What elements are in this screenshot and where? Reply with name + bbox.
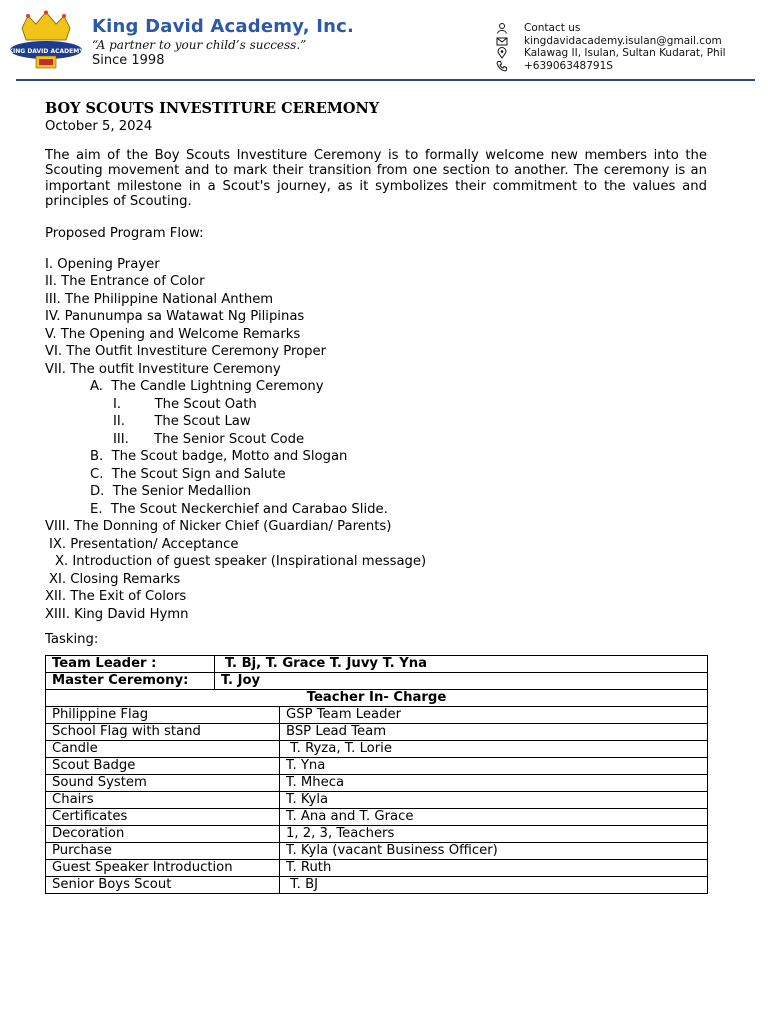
table-row — [46, 809, 708, 826]
intro-paragraph: The aim of the Boy Scouts Investiture Ceremony is to formally welcome new members into the Scouting movement and to mark their transition from one section to another. The ceremony is an important milestone in a Scout's journey, as it symbolizes their commitment to the values and principles of Scouting. — [45, 148, 707, 209]
task-teacher: T. Ryza, T. Lorie — [280, 741, 708, 758]
since-year: Since 1998 — [92, 53, 165, 68]
school-logo — [8, 10, 84, 74]
list-item: IV. Panunumpa sa Watawat Ng Pilipinas — [45, 309, 305, 325]
contact-row — [496, 60, 726, 73]
task-teacher: GSP Team Leader — [280, 707, 708, 724]
contact-row — [496, 35, 726, 48]
org-name: King David Academy, Inc. — [92, 16, 355, 37]
table-row — [46, 792, 708, 809]
table-row — [46, 707, 708, 724]
contact-block — [496, 22, 726, 72]
list-item: I. The Scout Oath — [113, 396, 257, 412]
list-item: VII. The outfit Investiture Ceremony — [45, 361, 281, 377]
contact-address: Kalawag II, Isulan, Sultan Kudarat, Phil — [524, 47, 726, 59]
list-item: B. The Scout badge, Motto and Slogan — [90, 449, 348, 465]
task-teacher: T. Ana and T. Grace — [280, 809, 708, 826]
task-teacher: T. BJ — [280, 877, 708, 894]
task-teacher: T. Kyla (vacant Business Officer) — [280, 843, 708, 860]
list-item: D. The Senior Medallion — [90, 484, 251, 500]
list-item: III. The Senior Scout Code — [113, 431, 305, 447]
task-teacher: T. Yna — [280, 758, 708, 775]
list-item: XIII. King David Hymn — [45, 606, 189, 622]
table-row — [46, 758, 708, 775]
header-divider — [16, 79, 755, 81]
document-body — [45, 100, 707, 646]
table-row — [46, 860, 708, 877]
table-row — [46, 826, 708, 843]
master-ceremony-label: Master Ceremony: — [46, 673, 215, 690]
task-item: Decoration — [46, 826, 280, 843]
table-row — [46, 877, 708, 894]
task-item: Scout Badge — [46, 758, 280, 775]
mail-icon — [496, 35, 514, 47]
list-item: IX. Presentation/ Acceptance — [49, 536, 239, 552]
tasking-heading: Tasking: — [45, 632, 99, 648]
task-item: Sound System — [46, 775, 280, 792]
contact-label: Contact us — [524, 22, 581, 34]
task-item: Chairs — [46, 792, 280, 809]
person-icon — [496, 22, 514, 34]
task-item: Candle — [46, 741, 280, 758]
list-item: II. The Scout Law — [113, 414, 251, 430]
task-teacher: T. Kyla — [280, 792, 708, 809]
master-ceremony-value: T. Joy — [215, 673, 708, 690]
table-row — [46, 775, 708, 792]
contact-phone: +63906348791S — [524, 59, 613, 72]
list-item: XII. The Exit of Colors — [45, 589, 187, 605]
list-item: III. The Philippine National Anthem — [45, 291, 274, 307]
contact-email[interactable]: kingdavidacademy.isulan@gmail.com — [524, 34, 722, 47]
list-item: C. The Scout Sign and Salute — [90, 466, 286, 482]
flow-heading: Proposed Program Flow: — [45, 226, 204, 242]
tasking-table — [45, 655, 708, 894]
phone-icon — [496, 60, 514, 72]
task-teacher: T. Mheca — [280, 775, 708, 792]
letterhead — [0, 0, 768, 82]
program-flow-list — [45, 256, 707, 624]
table-row — [46, 690, 708, 707]
task-item: Purchase — [46, 843, 280, 860]
list-item: II. The Entrance of Color — [45, 274, 205, 290]
task-item: Senior Boys Scout — [46, 877, 280, 894]
task-teacher: BSP Lead Team — [280, 724, 708, 741]
logo-text: KING DAVID ACADEMY — [8, 48, 84, 55]
table-row — [46, 673, 708, 690]
list-item: VIII. The Donning of Nicker Chief (Guardian/ Parents) — [45, 519, 392, 535]
team-leader-label: Team Leader : — [46, 656, 215, 673]
list-item: VI. The Outfit Investiture Ceremony Proper — [45, 344, 327, 360]
task-teacher: 1, 2, 3, Teachers — [280, 826, 708, 843]
contact-row — [496, 22, 726, 35]
table-row — [46, 843, 708, 860]
list-item: I. Opening Prayer — [45, 256, 160, 272]
list-item: V. The Opening and Welcome Remarks — [45, 326, 301, 342]
task-teacher: T. Ruth — [280, 860, 708, 877]
document-title: BOY SCOUTS INVESTITURE CEREMONY — [45, 100, 380, 117]
table-row — [46, 656, 708, 673]
task-item: Philippine Flag — [46, 707, 280, 724]
document-date: October 5, 2024 — [45, 119, 153, 134]
location-pin-icon — [496, 47, 514, 59]
tagline: “A partner to your child’s success.” — [92, 38, 307, 52]
task-item: School Flag with stand — [46, 724, 280, 741]
list-item: XI. Closing Remarks — [49, 571, 181, 587]
table-row — [46, 724, 708, 741]
task-item: Certificates — [46, 809, 280, 826]
table-row — [46, 741, 708, 758]
team-leader-value: T. Bj, T. Grace T. Juvy T. Yna — [215, 656, 708, 673]
list-item: A. The Candle Lightning Ceremony — [90, 379, 324, 395]
list-item: E. The Scout Neckerchief and Carabao Slide. — [90, 501, 388, 517]
task-item: Guest Speaker Introduction — [46, 860, 280, 877]
contact-row — [496, 47, 726, 60]
teacher-in-charge-header: Teacher In- Charge — [46, 690, 708, 707]
list-item: X. Introduction of guest speaker (Inspirational message) — [55, 554, 427, 570]
